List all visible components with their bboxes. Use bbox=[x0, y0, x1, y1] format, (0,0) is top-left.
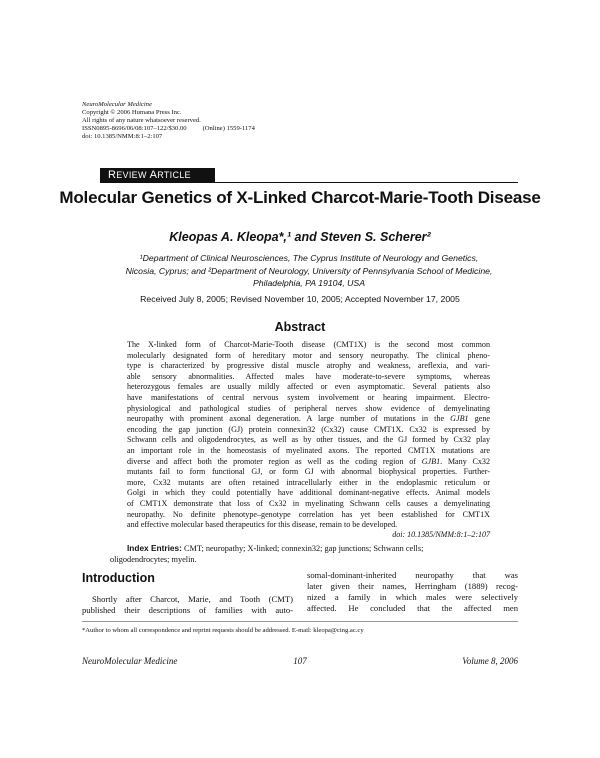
index-entries bbox=[110, 543, 490, 565]
body-line: published their descriptions of families with auto- bbox=[82, 605, 293, 615]
abstract-line: of CMT1X demonstrate that loss of Cx32 in myelinating Schwann cells causes a demyelinating bbox=[127, 498, 490, 508]
index-entries-line: oligodendrocytes; myelin. bbox=[110, 555, 197, 564]
abstract-line: molecularly designated form of hereditary motor and sensory neuropathy. The clinical pheno- bbox=[127, 350, 490, 360]
correspondence-footnote: *Author to whom all correspondence and reprint requests should be addressed. E-mail: kleopa@cing.ac.cy bbox=[82, 627, 364, 634]
authors: Kleopas A. Kleopa*,¹ and Steven S. Scherer² bbox=[169, 230, 431, 244]
introduction-heading: Introduction bbox=[82, 571, 155, 585]
abstract-body bbox=[127, 340, 490, 531]
body-line: Shortly after Charcot, Marie, and Tooth (CMT) bbox=[92, 594, 293, 604]
abstract-line: encoding the gap junction (GJ) protein connexin32 (Cx32) cause CMT1X. Cx32 is expressed by bbox=[127, 424, 490, 434]
received-dates: Received July 8, 2005; Revised November 10, 2005; Accepted November 17, 2005 bbox=[140, 294, 460, 304]
abstract-line: more, Cx32 mutants are often retained intracellularly either in the endoplasmic reticulum or bbox=[127, 477, 490, 487]
gene-symbol: GJB1 bbox=[450, 414, 469, 424]
article-type-label: REVIEW ARTICLE bbox=[108, 169, 191, 181]
abstract-doi: doi: 10.1385/NMM:8:1–2:107 bbox=[392, 530, 490, 539]
affiliation-line: Nicosia, Cyprus; and ²Department of Neurology, University of Pennsylvania School of Medicine, bbox=[125, 265, 493, 276]
abstract-line: Golgi in which they could potentially have additional dominant-negative effects. Animal models bbox=[127, 488, 490, 498]
left-column-text bbox=[82, 594, 293, 616]
abstract-line: The X-linked form of Charcot-Marie-Tooth disease (CMT1X) is the second most common bbox=[127, 340, 490, 349]
footer-journal: NeuroMolecular Medicine bbox=[82, 656, 178, 666]
index-entries-label: Index Entries: bbox=[127, 543, 182, 553]
issn-online: (Online) 1559-1174 bbox=[202, 124, 255, 132]
issn-print: ISSN0895-8696/06/08:107–122/$30.00 bbox=[82, 124, 187, 132]
affiliation-line: Philadelphia, PA 19104, USA bbox=[252, 278, 366, 288]
abstract-line: type is characterized by progressive distal muscle atrophy and weakness, areflexia, and vari- bbox=[127, 361, 490, 371]
body-line: nized a family in which males were selectively bbox=[307, 592, 518, 602]
abstract-line: and effective molecular based therapeutics for this disease, remain to be developed. bbox=[127, 520, 398, 530]
journal-header bbox=[82, 101, 255, 141]
abstract-line: neuropathy with prominent axonal degeneration. A large number of mutations in the GJB1 gene bbox=[127, 414, 490, 424]
abstract-line: have manifestations of central nervous system involvement or hearing impairment. Electro- bbox=[127, 392, 490, 402]
abstract-line: mutants fail to form functional GJ, or form GJ with abnormal biophysical properties. Further- bbox=[127, 467, 490, 477]
abstract-line: an important role in the homeostasis of myelinated axons. The reported CMT1X mutations are bbox=[127, 445, 490, 455]
abstract-line: physiological and pathological studies of peripheral nerves show evidence of demyelinating bbox=[127, 403, 490, 413]
body-line: later given their names, Herringham (1889) recog- bbox=[307, 581, 518, 591]
rights-line: All rights of any nature whatsoever reserved. bbox=[82, 116, 201, 124]
abstract-line: diverse and affect both the promoter region as well as the coding region of GJB1. Many Cx32 bbox=[127, 456, 490, 466]
body-line: affected. He concluded that the affected men bbox=[307, 603, 518, 613]
abstract-line: able sensory abnormalities. Affected males have moderate-to-severe symptoms, whereas bbox=[127, 371, 490, 381]
affiliations bbox=[100, 252, 518, 290]
abstract-line: heterozygous females are usually mildly affected or even asymptomatic. Several patients also bbox=[127, 382, 490, 392]
gene-symbol: GJB1 bbox=[421, 456, 441, 466]
copyright-line: Copyright © 2006 Humana Press Inc. bbox=[82, 108, 182, 116]
issn-line bbox=[82, 125, 255, 133]
footer-volume: Volume 8, 2006 bbox=[462, 656, 518, 666]
body-line: somal-dominant-inherited neuropathy that was bbox=[307, 570, 518, 580]
abstract-line: Schwann cells and oligodendrocytes, as well as by other tissues, and the GJ formed by Cx32 play bbox=[127, 435, 490, 445]
footnote-rule bbox=[82, 621, 518, 622]
header-doi: doi: 10.1385/NMM:8:1–2:107 bbox=[82, 132, 163, 140]
article-title: Molecular Genetics of X-Linked Charcot-Marie-Tooth Disease bbox=[59, 188, 541, 207]
footer-page-number: 107 bbox=[293, 656, 307, 666]
abstract-line: neuropathy. No definite phenotype–genotype correlation has yet been established for CMT1X bbox=[127, 509, 490, 519]
right-column-text bbox=[307, 570, 518, 614]
affiliation-line: ¹Department of Clinical Neurosciences, The Cyprus Institute of Neurology and Genetics, bbox=[139, 253, 479, 263]
journal-name: NeuroMolecular Medicine bbox=[82, 101, 152, 108]
abstract-heading: Abstract bbox=[274, 320, 326, 334]
index-entries-line: CMT; neuropathy; X-linked; connexin32; gap junctions; Schwann cells; bbox=[183, 544, 424, 553]
